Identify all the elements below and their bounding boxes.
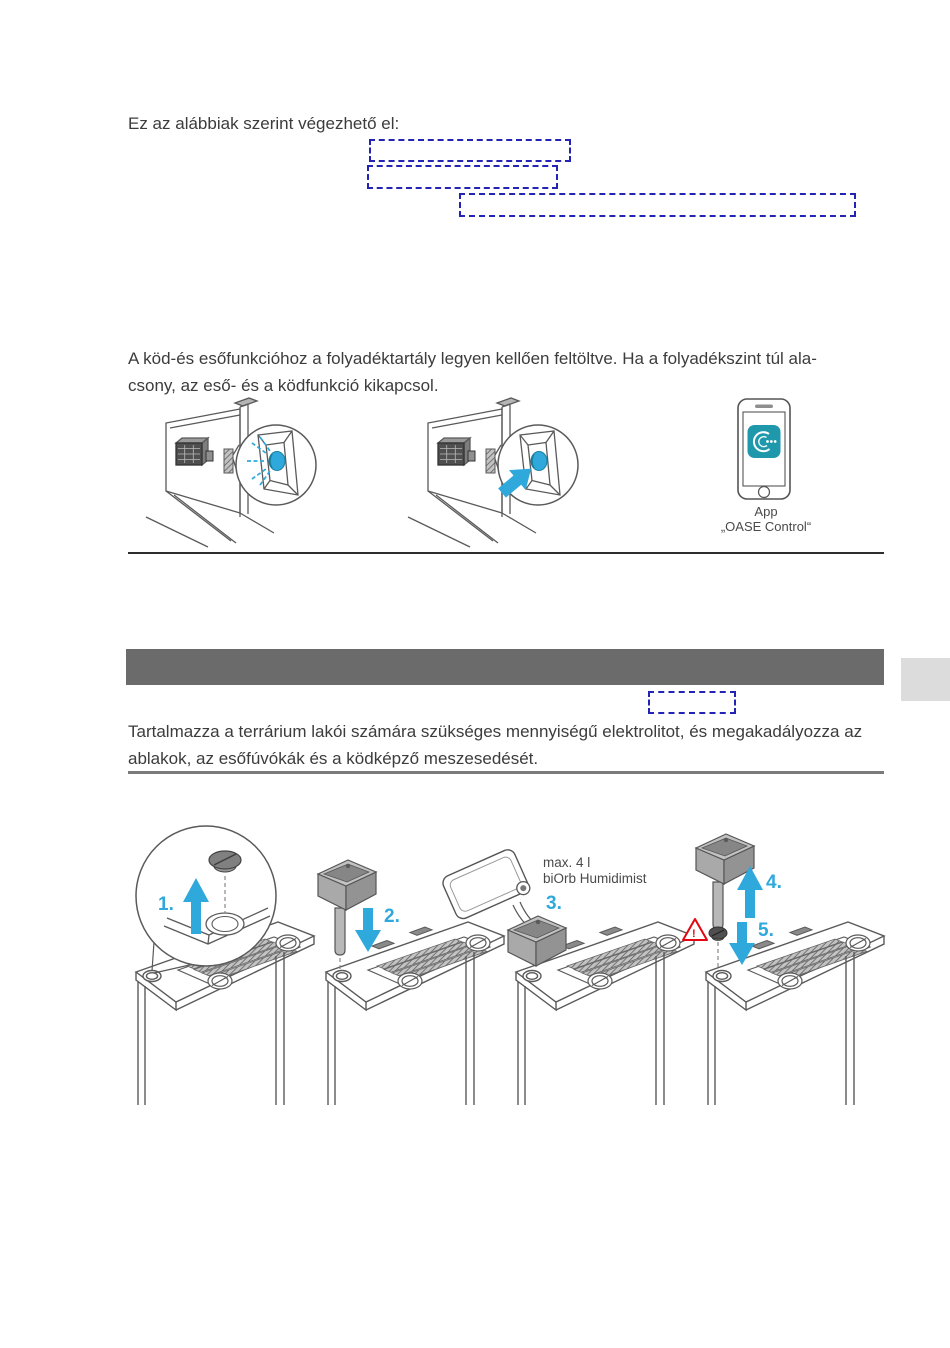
app-caption — [700, 504, 832, 534]
page-edge-tab — [901, 658, 950, 701]
step-label-4: 4. — [766, 872, 782, 893]
link-annotation-1[interactable] — [369, 139, 571, 162]
panel-step1-remove-cap — [136, 826, 314, 1105]
step-label-3: 3. — [546, 893, 562, 914]
section-header-bar — [126, 649, 884, 685]
magnifier-circle — [136, 826, 276, 966]
link-annotation-2[interactable] — [367, 165, 558, 189]
table-border-line — [128, 552, 884, 554]
warning-exclamation: ! — [692, 928, 696, 940]
figure-smartphone — [738, 399, 790, 499]
step-label-5: 5. — [758, 920, 774, 941]
liquid-canister-icon — [440, 847, 531, 923]
tank-cap-icon — [709, 927, 727, 941]
panel-step4-5-close — [683, 834, 884, 1105]
phone-home-button — [759, 487, 770, 498]
link-annotation-3[interactable] — [459, 193, 856, 217]
filling-steps-illustration — [128, 810, 888, 1105]
capacity-label: max. 4 l — [543, 855, 591, 870]
oase-control-app-icon[interactable] — [748, 425, 781, 458]
figure-device-button-blinking — [146, 398, 316, 547]
app-caption-line1: App — [754, 504, 778, 519]
paragraph1-line2: csony, az eső- és a ködfunkció kikapcsol. — [128, 376, 439, 395]
paragraph2-line1: Tartalmazza a terrárium lakói számára szükséges mennyiségű elektrolitot, és megakadályozza az — [128, 722, 863, 741]
paragraph2-line2: ablakok, az esőfúvókák és a ködképző meszesedését. — [128, 749, 539, 768]
app-caption-line2: „OASE Control“ — [720, 519, 812, 534]
step-label-1: 1. — [158, 894, 174, 915]
panel-step3-fill-liquid — [440, 847, 694, 1105]
section-divider-rule — [128, 771, 884, 774]
intro-text: Ez az alábbiak szerint végezhető el: — [128, 114, 400, 133]
figure-device-button-press — [408, 398, 578, 547]
warning-triangle-icon — [683, 919, 707, 940]
product-label: biOrb Humidimist — [543, 871, 647, 886]
step-label-2: 2. — [384, 906, 400, 927]
paragraph1-line1: A köd-és esőfunkcióhoz a folyadéktartály legyen kellően feltöltve. Ha a folyadékszint túl ala- — [128, 349, 817, 368]
link-annotation-4[interactable] — [648, 691, 736, 714]
phone-speaker — [755, 405, 773, 409]
